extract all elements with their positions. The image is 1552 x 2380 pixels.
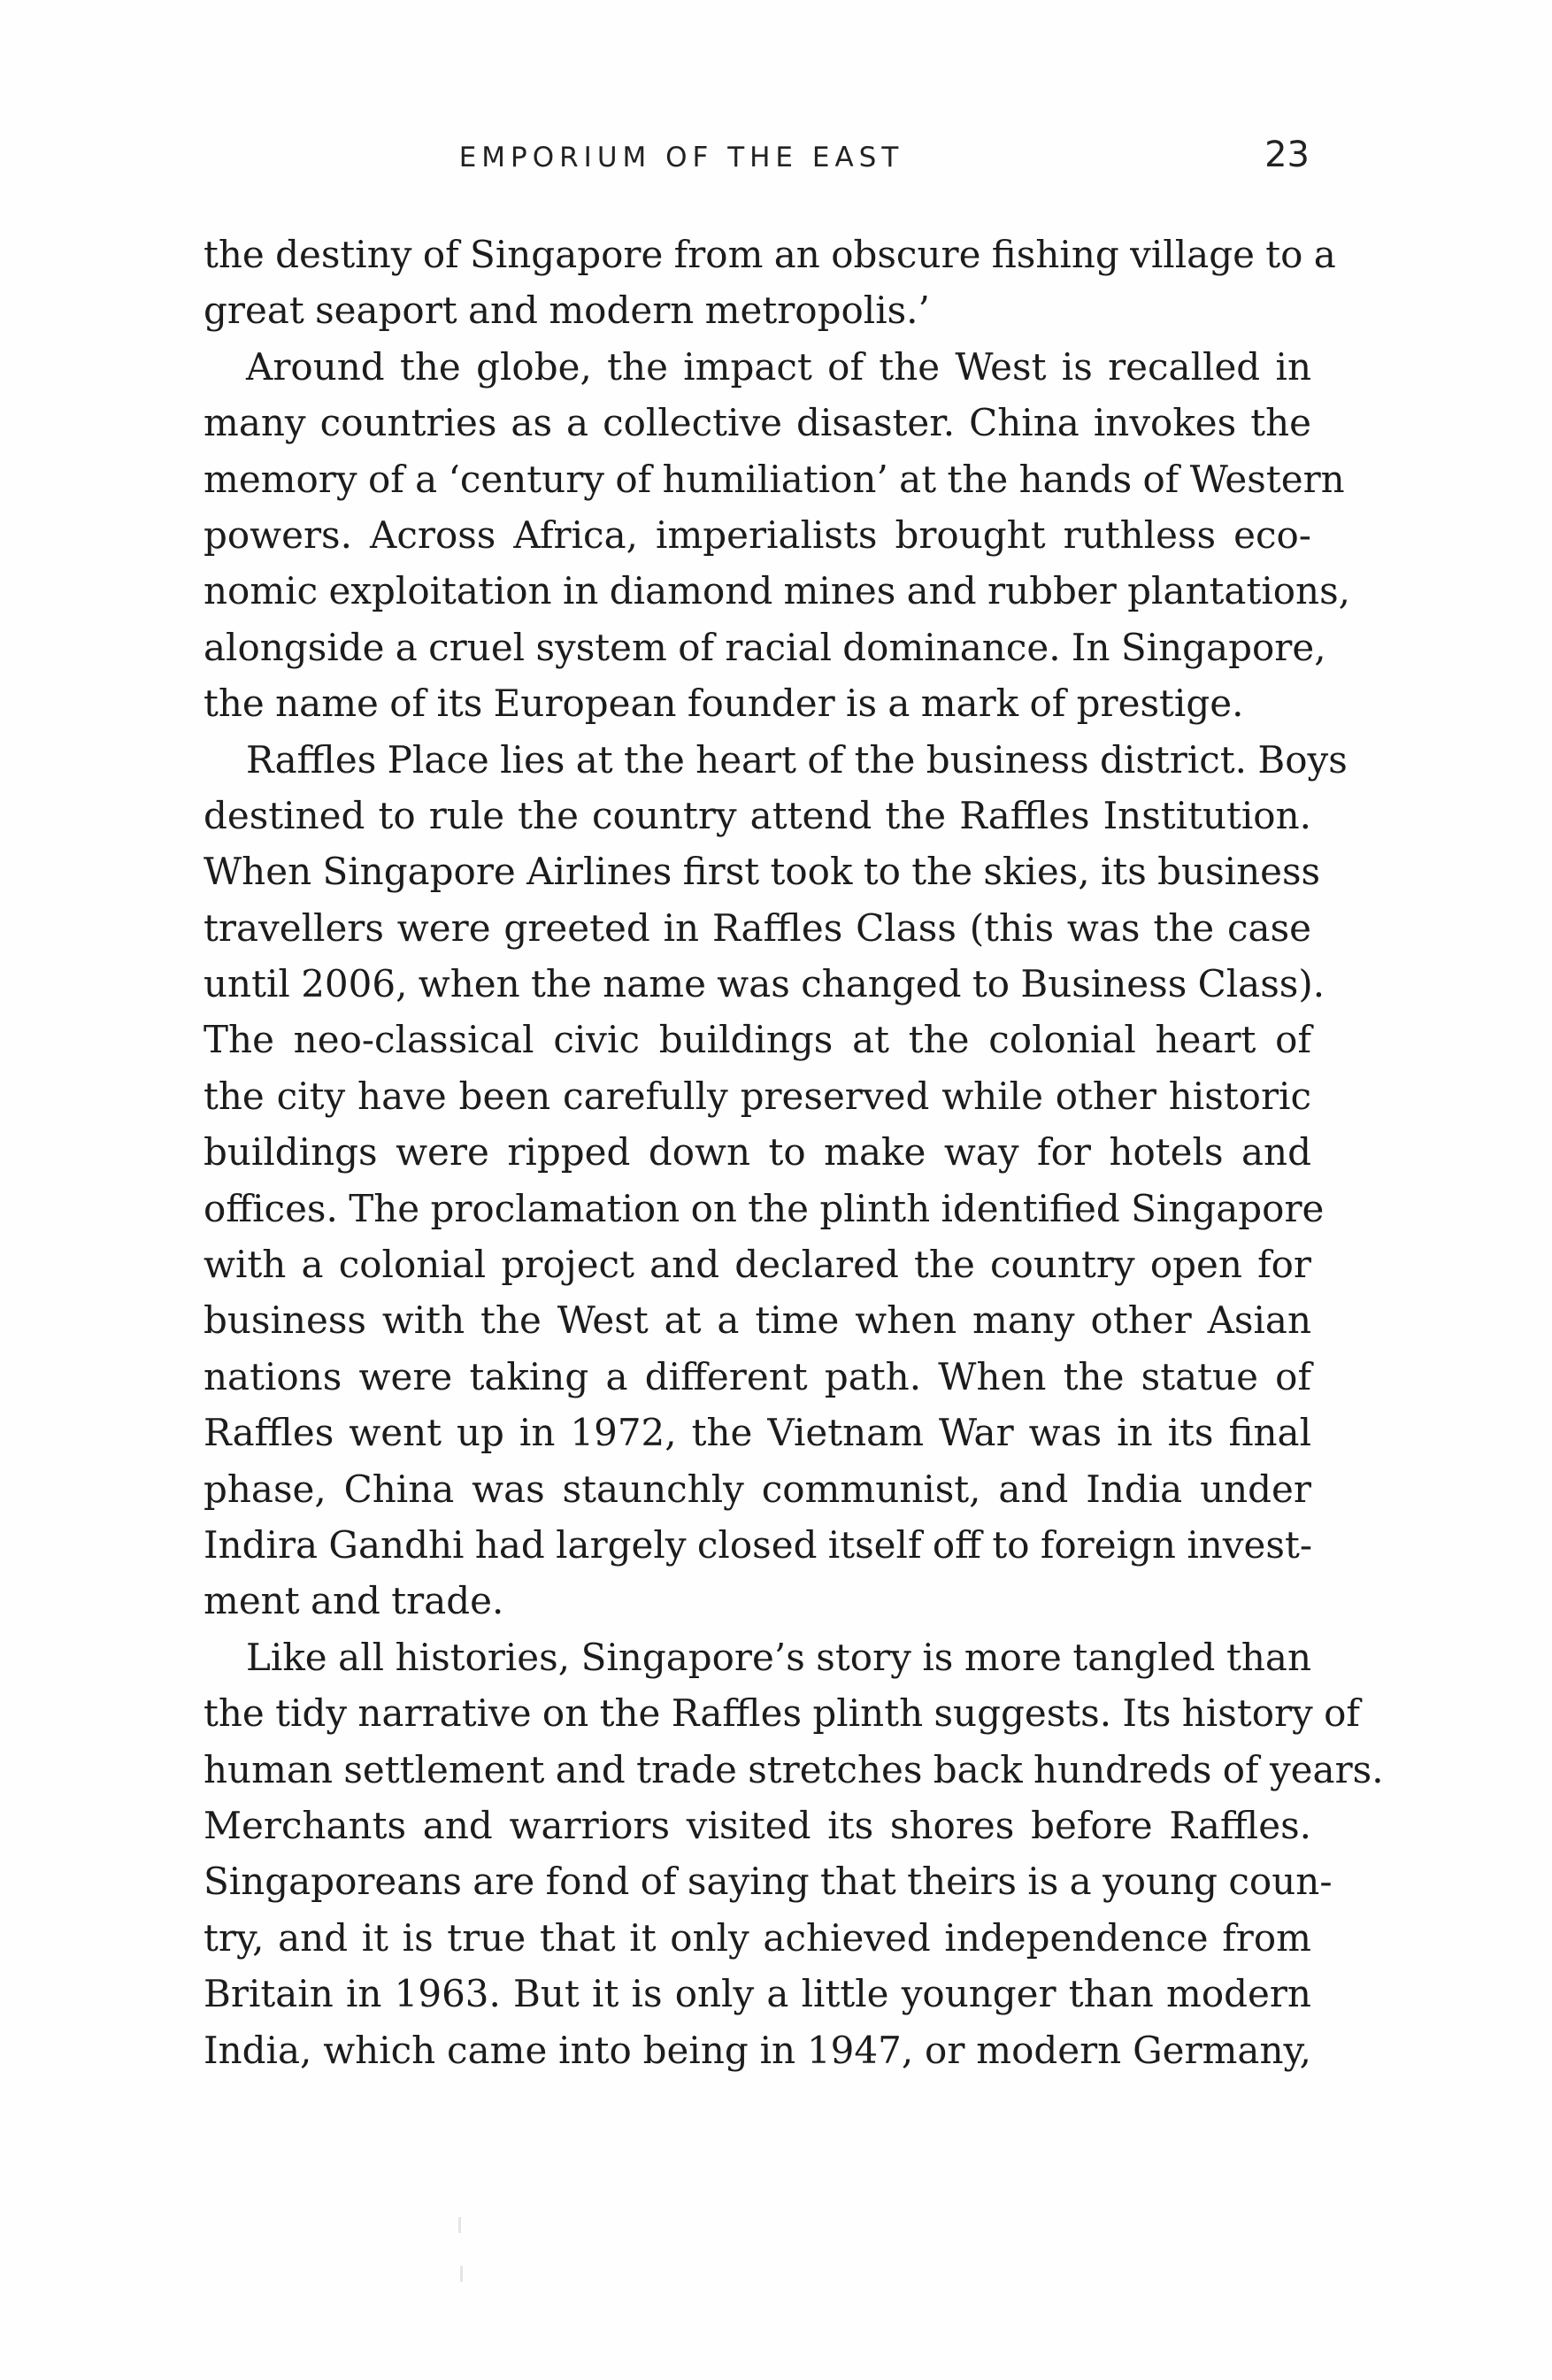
text-line: Like all histories, Singapore’s story is more tangled than xyxy=(246,1635,1311,1679)
text-line: phase, China was staunchly communist, and India under xyxy=(204,1467,1311,1511)
paragraph-4 xyxy=(204,1629,1384,2078)
text-line: The neo-classical civic buildings at the colonial heart of xyxy=(204,1018,1311,1062)
running-title: EMPORIUM OF THE EAST xyxy=(458,142,904,173)
text-line: nations were taking a different path. When the statue of xyxy=(204,1354,1311,1398)
text-line: powers. Across Africa, imperialists brought ruthless eco- xyxy=(204,512,1311,557)
scan-speck xyxy=(458,2217,461,2233)
text-line: ment and trade. xyxy=(204,1579,504,1623)
running-head xyxy=(204,133,1310,186)
paragraph-3 xyxy=(204,732,1348,1629)
text-line: When Singapore Airlines first took to the skies, its business xyxy=(204,850,1321,894)
text-line: the city have been carefully preserved while other historic xyxy=(204,1074,1311,1118)
text-line: Britain in 1963. But it is only a little younger than modern xyxy=(204,1972,1311,2016)
text-line: India, which came into being in 1947, or modern Germany, xyxy=(204,2028,1311,2072)
text-line: Raffles went up in 1972, the Vietnam War was in its final xyxy=(204,1411,1311,1455)
page-number: 23 xyxy=(1264,135,1310,175)
text-line: Around the globe, the impact of the West is recalled in xyxy=(246,344,1311,389)
text-line: the destiny of Singapore from an obscure fishing village to a xyxy=(204,233,1336,276)
text-line: many countries as a collective disaster. China invokes the xyxy=(204,401,1311,445)
text-line: nomic exploitation in diamond mines and rubber plantations, xyxy=(204,569,1351,613)
text-line: offices. The proclamation on the plinth identified Singapore xyxy=(204,1186,1325,1230)
text-line: destined to rule the country attend the Raffles Institution. xyxy=(204,793,1311,837)
paragraph-1 xyxy=(204,227,1336,339)
scan-speck xyxy=(460,2266,463,2282)
text-line: try, and it is true that it only achieved independence from xyxy=(204,1915,1311,1960)
text-line: travellers were greeted in Raffles Class (this was the case xyxy=(204,905,1311,950)
text-line: the tidy narrative on the Raffles plinth suggests. Its history of xyxy=(204,1691,1360,1736)
text-line: Raffles Place lies at the heart of the business district. Boys xyxy=(246,737,1348,782)
text-line: until 2006, when the name was changed to Business Class). xyxy=(204,962,1325,1006)
text-line: alongside a cruel system of racial dominance. In Singapore, xyxy=(204,625,1326,669)
paragraph-2 xyxy=(204,339,1351,732)
text-line: memory of a ‘century of humiliation’ at the hands of Western xyxy=(204,457,1345,501)
text-line: Singaporeans are fond of saying that theirs is a young coun- xyxy=(204,1860,1333,1904)
body-text xyxy=(204,227,1384,2078)
text-line: with a colonial project and declared the country open for xyxy=(204,1243,1311,1287)
text-line: Indira Gandhi had largely closed itself off to foreign invest- xyxy=(204,1522,1313,1567)
text-line: Merchants and warriors visited its shores before Raffles. xyxy=(204,1803,1311,1847)
text-line: human settlement and trade stretches back hundreds of years. xyxy=(204,1747,1384,1791)
text-line: business with the West at a time when many other Asian xyxy=(204,1298,1311,1343)
text-line: buildings were ripped down to make way for hotels and xyxy=(204,1130,1311,1175)
text-line: the name of its European founder is a mark of prestige. xyxy=(204,682,1244,726)
text-line: great seaport and modern metropolis.’ xyxy=(204,289,930,333)
